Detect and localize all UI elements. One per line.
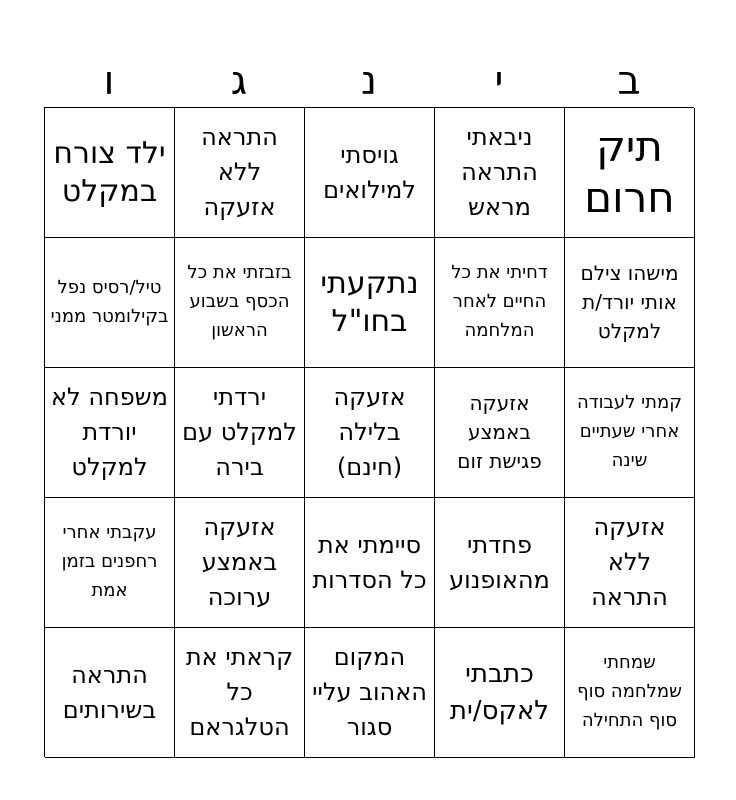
bingo-cell[interactable]: המקום האהוב עליי סגור <box>305 628 435 758</box>
bingo-cell[interactable]: סיימתי את כל הסדרות <box>305 498 435 628</box>
bingo-cell[interactable]: אזעקה בלילה (חינם) <box>305 368 435 498</box>
bingo-cell[interactable]: משפחה לא יורדת למקלט <box>45 368 175 498</box>
bingo-cell[interactable]: טיל/רסיס נפל בקילומטר ממני <box>45 238 175 368</box>
bingo-cell[interactable]: כתבתי לאקס/ית <box>435 628 565 758</box>
bingo-cell[interactable]: אזעקה באמצע פגישת זום <box>435 368 565 498</box>
bingo-cell[interactable]: ניבאתי התראה מראש <box>435 108 565 238</box>
header-letter-bet: ב <box>617 58 641 104</box>
header-letter-vav: ו <box>103 58 115 104</box>
bingo-cell[interactable]: אזעקה באמצע ערוכה <box>175 498 305 628</box>
bingo-cell[interactable]: תיק חרום <box>565 108 695 238</box>
bingo-cell[interactable]: ירדתי למקלט עם בירה <box>175 368 305 498</box>
bingo-header <box>44 58 694 104</box>
bingo-cell[interactable]: מישהו צילם אותי יורד/ת למקלט <box>565 238 695 368</box>
bingo-cell[interactable]: בזבזתי את כל הכסף בשבוע הראשון <box>175 238 305 368</box>
header-letter-gimel: ג <box>230 58 248 104</box>
header-letter-nun: נ <box>360 58 377 104</box>
bingo-cell[interactable]: פחדתי מהאופנוע <box>435 498 565 628</box>
header-letter-yud: י <box>494 58 504 104</box>
bingo-cell[interactable]: נתקעתי בחו"ל <box>305 238 435 368</box>
bingo-cell[interactable]: התראה בשירותים <box>45 628 175 758</box>
bingo-cell[interactable]: התראה ללא אזעקה <box>175 108 305 238</box>
bingo-grid <box>44 107 694 757</box>
bingo-cell[interactable]: קמתי לעבודה אחרי שעתיים שינה <box>565 368 695 498</box>
bingo-cell[interactable]: קראתי את כל הטלגראם <box>175 628 305 758</box>
bingo-cell[interactable]: דחיתי את כל החיים לאחר המלחמה <box>435 238 565 368</box>
bingo-cell[interactable]: אזעקה ללא התראה <box>565 498 695 628</box>
bingo-cell[interactable]: שמחתי שמלחמה סוף סוף התחילה <box>565 628 695 758</box>
bingo-cell[interactable]: גויסתי למילואים <box>305 108 435 238</box>
bingo-cell[interactable]: עקבתי אחרי רחפנים בזמן אמת <box>45 498 175 628</box>
bingo-cell[interactable]: ילד צורח במקלט <box>45 108 175 238</box>
